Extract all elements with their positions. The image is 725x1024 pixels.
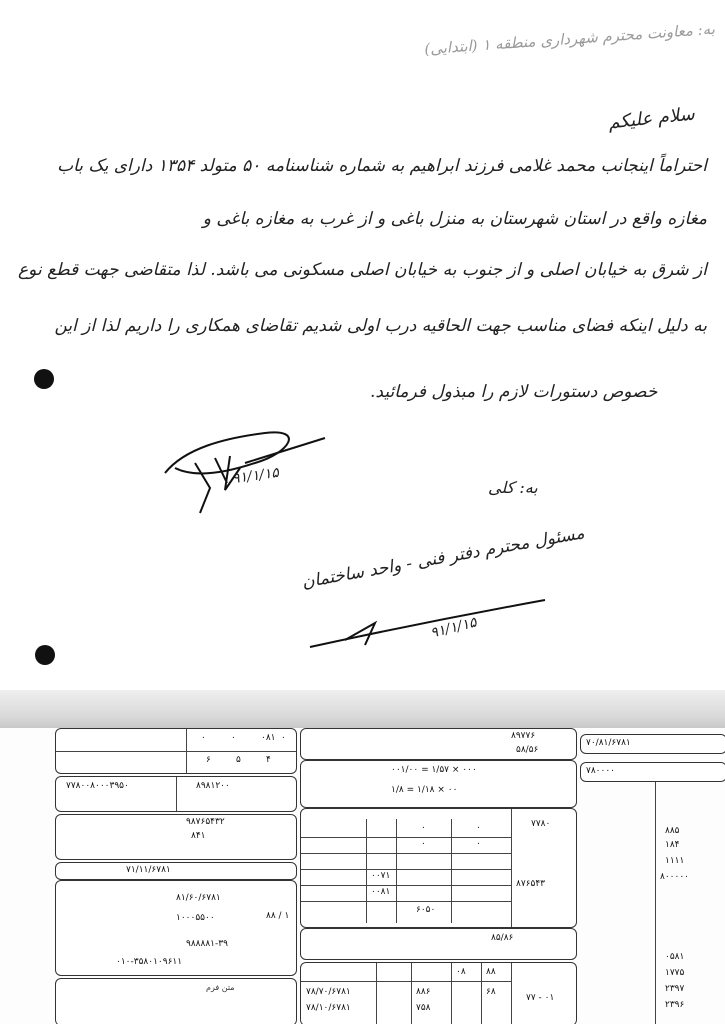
- right-val-1: ۸۸۵: [665, 826, 680, 836]
- mid-bottom: ۸۷۶۵۴۳: [516, 879, 546, 889]
- header-code: ۸۹۷۷۶: [511, 731, 536, 741]
- right-val-2: ۱۸۴: [665, 840, 680, 850]
- punch-hole-top: [34, 369, 54, 389]
- right-divider: [655, 782, 656, 1024]
- right-val-4: ۸۰۰۰۰۰: [660, 872, 690, 882]
- mid-val-5: ۰۰۷۱: [371, 871, 391, 881]
- right-val-7: ۲۳۹۷: [665, 984, 685, 994]
- mid-val-6: ۰۰۸۱: [371, 887, 391, 897]
- letter-line-4: به دلیل اینکه فضای مناسب جهت الحاقیه درب اولی شدیم تقاضای همکاری را داریم لذا از این: [54, 316, 707, 336]
- right-box-1: [580, 734, 725, 754]
- referral-signature: [305, 585, 550, 655]
- left-num-4: ۰: [281, 733, 286, 743]
- left-box-5: [55, 880, 297, 976]
- applicant-signature: [155, 418, 330, 518]
- letter-line-2: مغازه واقع در استان شهرستان به منزل باغی و از غرب به مغازه باغی و: [202, 209, 707, 229]
- salutation: سلام علیکم: [607, 103, 696, 134]
- left-val-4: ۹۸۸۸۸۱-۳۹: [186, 939, 228, 949]
- scan-shadow: [0, 690, 725, 728]
- left-num-6: ۵: [236, 755, 241, 765]
- left-id: ۷۷۸۰۰۸۰۰۰۳۹۵۰: [66, 781, 129, 791]
- left-num-7: ۴: [266, 755, 271, 765]
- referral-to: به: کلی: [488, 478, 538, 497]
- left-box-1: [55, 728, 297, 774]
- mid-val-4: ۰: [476, 839, 481, 849]
- mid-val-7: ۶۰۵۰: [416, 905, 436, 915]
- left-num-2: ۰: [231, 733, 236, 743]
- referral-date: ۹۱/۱/۱۵: [428, 614, 479, 642]
- mid-row-5: ۷۵۸: [416, 1003, 431, 1013]
- mid-date-1: ۷۸/۷۰/۶۷۸۱: [306, 987, 351, 997]
- mid-box-1: [300, 728, 577, 760]
- mid-row-4: ۸۸۶: [416, 987, 431, 997]
- mid-range: ۰۱ - ۷۷: [526, 993, 555, 1003]
- left-mid: ۹۸۷۶۵۴۳۲: [186, 817, 225, 827]
- mid-val-3: ۰: [421, 839, 426, 849]
- left-box-2: [55, 776, 297, 812]
- left-date: ۷۱/۱۱/۶۷۸۱: [126, 865, 171, 875]
- letter-line-5: خصوص دستورات لازم را مبذول فرمائید.: [370, 382, 658, 402]
- signature-date: ۹۱/۱/۱۵: [231, 464, 280, 488]
- mid-box-5: [300, 962, 577, 1024]
- left-id-2: ۸۹۸۱۲۰۰: [196, 781, 230, 791]
- mid-box-3: [300, 808, 577, 928]
- left-num-1: ۰: [201, 733, 206, 743]
- right-box-2: [580, 762, 725, 782]
- letter-line-3: از شرق به خیابان اصلی و از جنوب به خیابان اصلی مسکونی می باشد. لذا متقاضی جهت قطع نوع: [18, 260, 707, 280]
- mid-box-2: [300, 760, 577, 808]
- referral-text: مسئول محترم دفتر فنی - واحد ساختمان: [300, 523, 586, 593]
- mid-date-2: ۷۸/۱۰/۶۷۸۱: [306, 1003, 351, 1013]
- mid-box-4: [300, 928, 577, 960]
- mid-val-1: ۰: [421, 823, 426, 833]
- mid-formula-2: ۰۰ × ۱/۱۸ = ۱/۸: [391, 785, 458, 795]
- left-mid-2: ۸۴۱: [191, 831, 206, 841]
- letter-header: به: معاونت محترم شهرداری منطقه ۱ (ابتدایی): [423, 19, 716, 59]
- printed-form: [0, 690, 725, 1024]
- right-val-5: ۰۵۸۱: [665, 952, 685, 962]
- mid-val-2: ۰: [476, 823, 481, 833]
- left-val-2: ۱ / ۸۸: [266, 911, 290, 921]
- right-val-6: ۱۷۷۵: [665, 968, 685, 978]
- header-right-2: ۷۸۰۰۰۰: [586, 766, 616, 776]
- right-val-8: ۲۳۹۶: [665, 1000, 685, 1010]
- left-box-6: [55, 978, 297, 1024]
- left-num-3: ۰۸۱: [261, 733, 276, 743]
- left-val-3: ۱۰۰۰۵۵۰۰: [176, 913, 215, 923]
- left-num-5: ۶: [206, 755, 211, 765]
- left-val-5: ۰۱۰-۳۵۸۰۱۰۹۶۱۱: [116, 957, 183, 967]
- letter-line-1: احتراماً اینجانب محمد غلامی فرزند ابراهیم به شماره شناسنامه ۵۰ متولد ۱۳۵۴ دارای یک باب: [57, 156, 707, 176]
- header-right-1: ۷۰/۸۱/۶۷۸۱: [586, 738, 631, 748]
- punch-hole-bottom: [35, 645, 55, 665]
- mid-row-3: ۶۸: [486, 987, 496, 997]
- fine-print: متن فرم: [206, 983, 235, 992]
- mid-side: ۷۷۸۰: [531, 819, 551, 829]
- mid-formula-1: ۰۰۰ × ۱/۵۷ = ۰۰۱/۰۰: [391, 765, 477, 775]
- mid-row-2: ۰۸: [456, 967, 466, 977]
- right-val-3: ۱۱۱۱: [665, 856, 685, 866]
- mid-row-1: ۸۸: [486, 967, 496, 977]
- left-box-4: [55, 862, 297, 880]
- left-val-1: ۸۱/۶۰/۶۷۸۱: [176, 893, 221, 903]
- left-box-3: [55, 814, 297, 860]
- mid-bottom-2: ۸۵/۸۶: [491, 933, 514, 943]
- header-code-2: ۵۸/۵۶: [516, 745, 539, 755]
